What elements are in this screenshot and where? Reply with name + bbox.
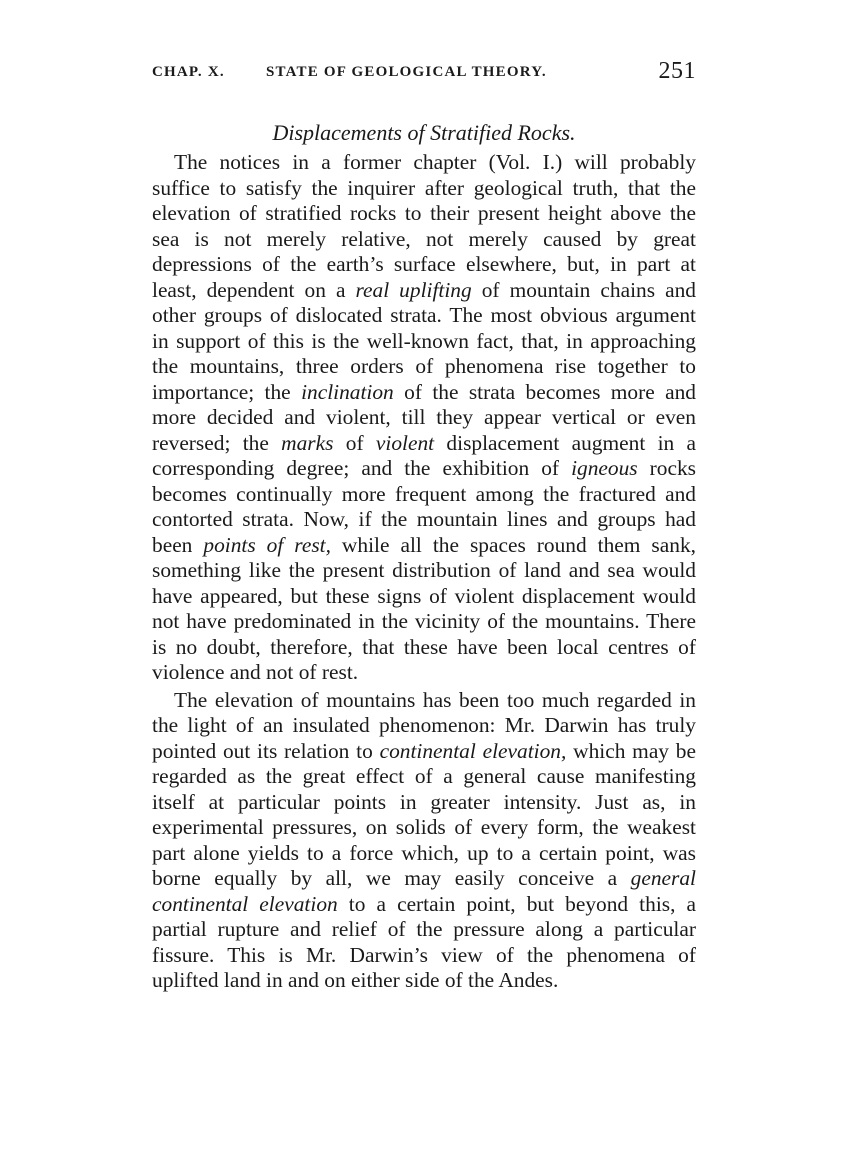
- italic-text: real uplifting: [355, 277, 472, 302]
- italic-text: points of rest,: [203, 532, 331, 557]
- text-run: while all the spaces round them sank, something like the present distribution of land and sea would have appeared, but these signs of violent displacement would not have predominated in the vicinity of the mountains. There is no doubt, therefore, that these have been local centres of violence and not of rest.: [152, 532, 696, 684]
- italic-text: continental elevation,: [379, 738, 567, 763]
- italic-text: inclination: [301, 379, 394, 404]
- text-run: to a certain point, but beyond this, a partial rupture and relief of the pressure along a particular fissure. This is Mr. Darwin’s view of the phenomena of uplifted land in and on either side of the Andes.: [152, 891, 696, 992]
- italic-text: violent: [375, 430, 435, 455]
- running-title: STATE OF GEOLOGICAL THEORY.: [266, 64, 547, 80]
- text-run: of: [333, 430, 376, 455]
- text-run: of the strata becomes more and more decided and violent, till they appear vertical or even reversed; the: [152, 379, 696, 455]
- text-run: The notices in a former chapter (Vol. I.) will probably suffice to satisfy the inquirer after geological truth, that the elevation of stratified rocks to their present height above the sea is not merely relative, not merely caused by great depressions of the earth’s surface elsewhere, but, in part at least, dependent on a: [152, 150, 696, 302]
- italic-text: igneous: [571, 456, 638, 480]
- chapter-label: CHAP. X.: [152, 64, 225, 80]
- section-title: Displacements of Stratified Rocks.: [272, 120, 576, 145]
- text-run: The elevation of mountains has been too much regarded in the light of an insulated phenomenon: Mr. Darwin has truly pointed out its relation to: [152, 687, 696, 763]
- text-run: displacement augment in a corresponding degree; and the exhibition of: [152, 430, 697, 480]
- text-run: rocks becomes continually more frequent among the fractured and contorted strata. Now, if the mountain lines and groups had been: [152, 456, 696, 557]
- italic-text: marks: [281, 430, 334, 455]
- running-head: [152, 58, 696, 92]
- text-run: which may be regarded as the great effect of a general cause manifesting itself at particular points in greater intensity. Just as, in experimental pressures, on solids of every form, the weakest part alone yields to a force which, up to a certain point, was borne equally by all, we may easily conceive a: [152, 738, 696, 890]
- paragraph: [152, 688, 696, 994]
- paragraph: [152, 150, 696, 686]
- page-number: 251: [658, 58, 696, 84]
- text-run: of mountain chains and other groups of dislocated strata. The most obvious argument in support of this is the well-known fact, that, in approaching the mountains, three orders of phenomena rise together to importance; the: [152, 277, 696, 404]
- book-page: [152, 58, 696, 994]
- body-text: [152, 150, 696, 994]
- italic-text: general continental elevation: [152, 866, 696, 916]
